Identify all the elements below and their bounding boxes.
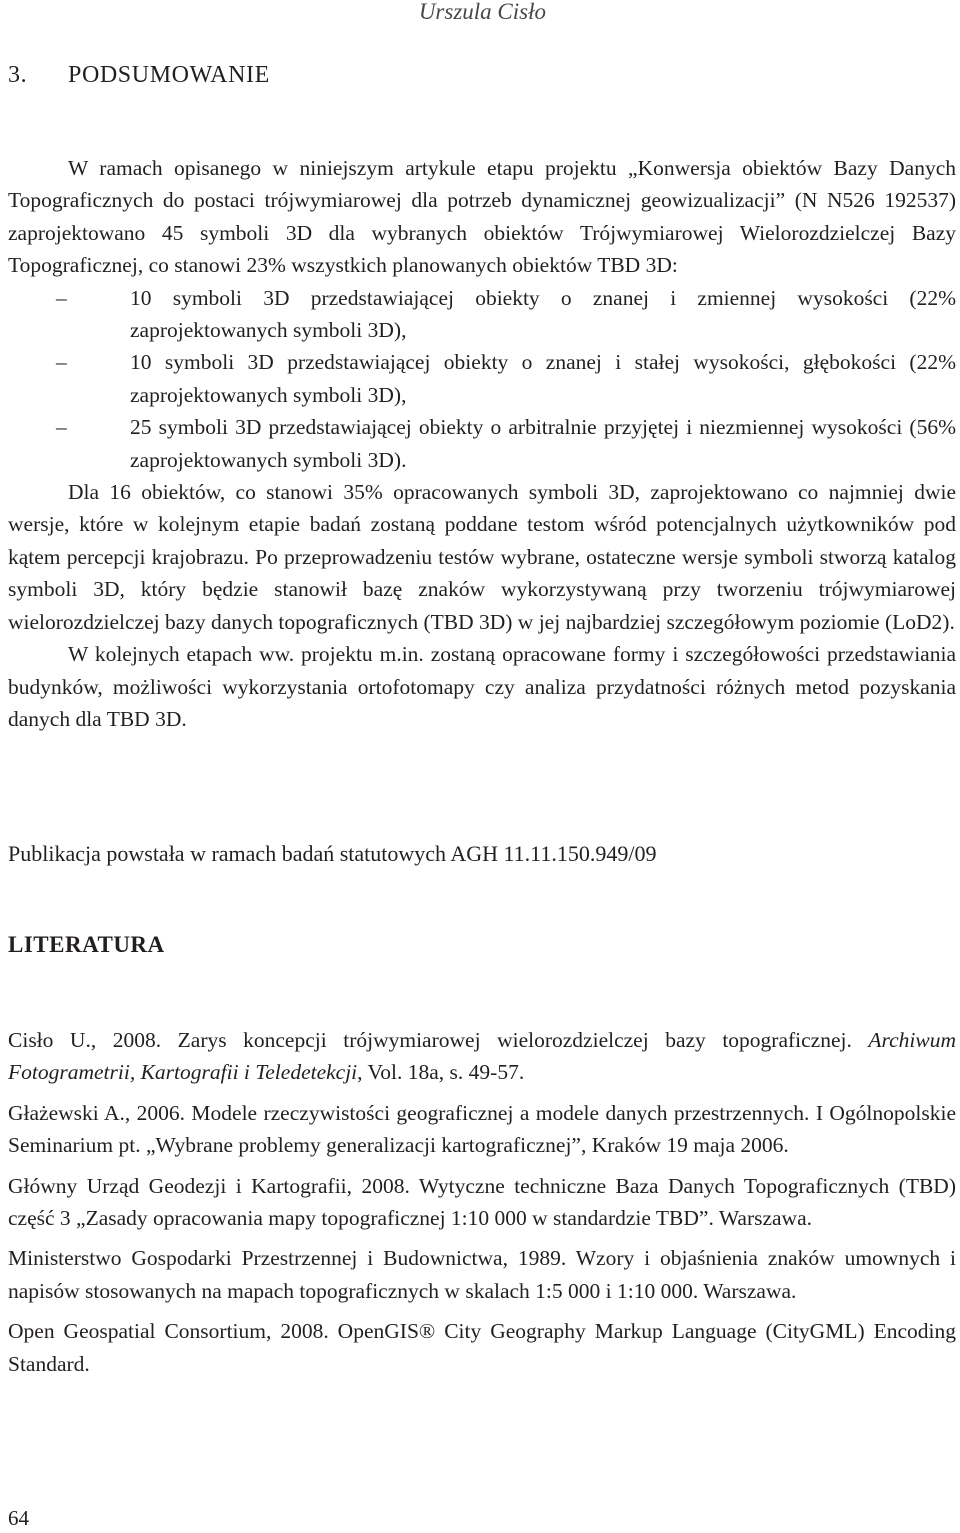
list-dash: – xyxy=(56,415,67,440)
section-body xyxy=(8,152,956,735)
reference-journal: Archiwum Fotogrametrii, Kartografii i Teledetekcji xyxy=(8,1028,956,1085)
list-item-text: 25 symboli 3D przedstawiającej obiekty o arbitralnie przyjętej i niezmiennej wysokości (56% zaprojektowanych symboli 3D). xyxy=(130,415,956,472)
reference-item xyxy=(8,1024,956,1089)
funding-note: Publikacja powstała w ramach badań statutowych AGH 11.11.150.949/09 xyxy=(8,841,657,866)
reference-tail: , Vol. 18a, s. 49-57. xyxy=(357,1060,525,1085)
running-header-author: Urszula Cisło xyxy=(418,0,546,24)
reference-item: Głażewski A., 2006. Modele rzeczywistości geograficznej a modele danych przestrzennych. I Ogólnopolskie Seminarium pt. „Wybrane problemy generalizacji kartograficznej”, Kraków 19 maja 2006. xyxy=(8,1100,956,1158)
section-number: 3. xyxy=(8,62,28,88)
paragraph-third: W kolejnych etapach ww. projektu m.in. zostaną opracowane formy i szczegółowości przedstawiania budynków, możliwości wykorzystania ortofotomapy czy analiza przydatności różnych metod pozyskania danych dla TBD 3D. xyxy=(8,642,956,731)
section-title: PODSUMOWANIE xyxy=(68,62,270,88)
reference-item: Open Geospatial Consortium, 2008. OpenGIS® City Geography Markup Language (CityGML) Encoding Standard. xyxy=(8,1319,956,1376)
list-dash: – xyxy=(56,285,67,310)
paragraph-second: Dla 16 obiektów, co stanowi 35% opracowanych symboli 3D, zaprojektowano co najmniej dwie wersje, które w kolejnym etapie badań zostaną poddane testom wśród potencjalnych użytkowników pod kątem percepcji krajobrazu. Po przeprowadzeniu testów wybrane, ostateczne wersje symboli stworzą katalog symboli 3D, który będzie stanowił bazę znaków wykorzystywaną przy tworzeniu trójwymiarowej wielorozdzielczej bazy danych topograficznych (TBD 3D) w jej najbardziej szczegółowym poziomie (LoD2). xyxy=(8,480,956,634)
reference-item: Główny Urząd Geodezji i Kartografii, 2008. Wytyczne techniczne Baza Danych Topograficznych (TBD) część 3 „Zasady opracowania mapy topograficznej 1:10 000 w standardzie TBD”. Warszawa. xyxy=(8,1173,956,1231)
list-dash: – xyxy=(56,350,67,375)
reference-list xyxy=(8,1024,956,1388)
list-item-text: 10 symboli 3D przedstawiającej obiekty o znanej i zmiennej wysokości (22% zaprojektowanych symboli 3D), xyxy=(130,285,956,343)
intro-paragraph: W ramach opisanego w niniejszym artykule etapu projektu „Konwersja obiektów Bazy Danych Topograficznych do postaci trójwymiarowej dla potrzeb dynamicznej geowizualizacji” (N N526 192537) zaprojektowano 45 symboli 3D dla wybranych obiektów Trójwymiarowej Wielorozdzielczej Bazy Topograficznej, co stanowi 23% wszystkich planowanych obiektów TBD 3D: xyxy=(8,156,956,278)
list-item xyxy=(8,346,956,411)
literature-heading: LITERATURA xyxy=(8,932,165,957)
section-heading xyxy=(8,60,270,90)
list-item-text: 10 symboli 3D przedstawiającej obiekty o znanej i stałej wysokości, głębokości (22% zaprojektowanych symboli 3D), xyxy=(130,350,956,407)
page-number: 64 xyxy=(8,1506,29,1530)
reference-item: Ministerstwo Gospodarki Przestrzennej i Budownictwa, 1989. Wzory i objaśnienia znaków umownych i napisów stosowanych na mapach topograficznych w skalach 1:5 000 i 1:10 000. Warszawa. xyxy=(8,1246,956,1303)
reference-text: Cisło U., 2008. Zarys koncepcji trójwymiarowej wielorozdzielczej bazy topograficznej. xyxy=(8,1028,869,1052)
list-item xyxy=(8,282,956,347)
symbol-list xyxy=(8,282,956,476)
document-page xyxy=(8,0,956,1533)
list-item xyxy=(8,411,956,476)
